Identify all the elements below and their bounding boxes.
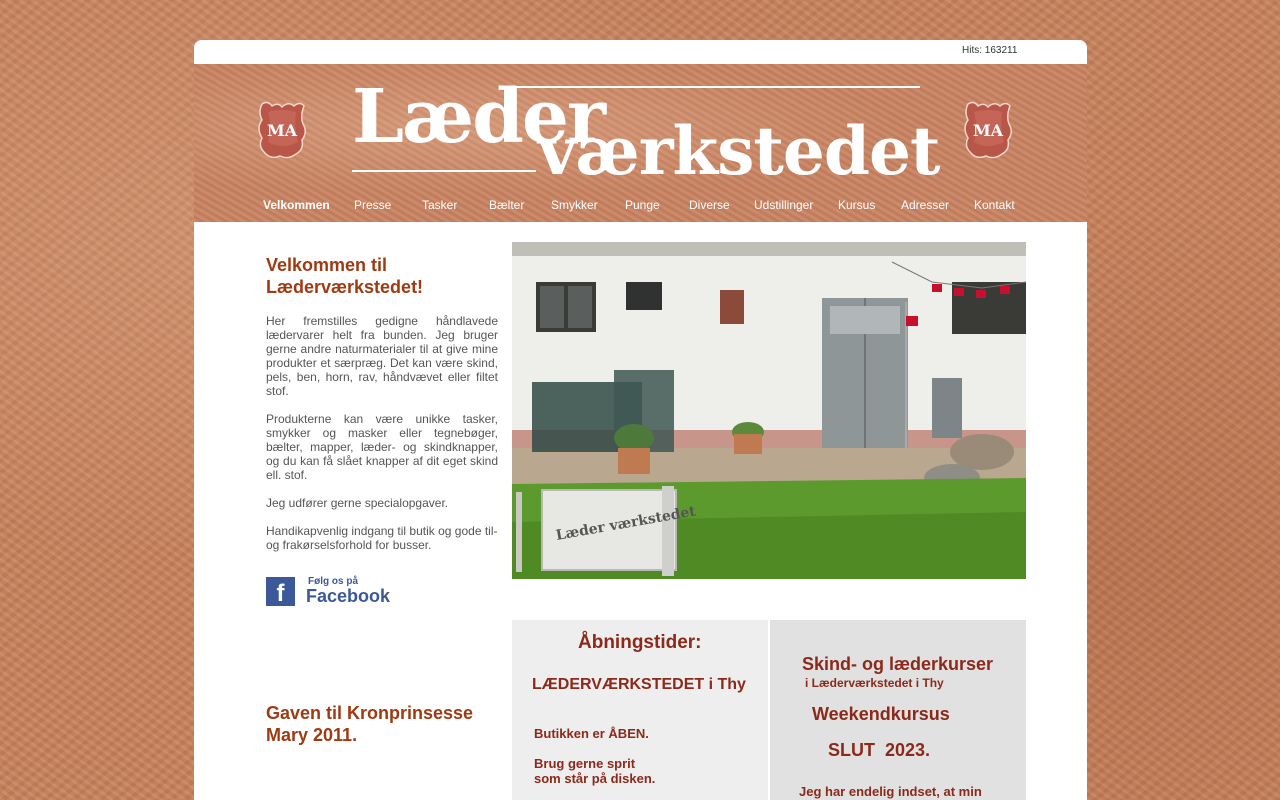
page-container (194, 40, 1087, 800)
workshop-photo (512, 242, 1026, 579)
site-header (194, 64, 1087, 222)
hours-status: Butikken er ÅBEN. (534, 726, 649, 741)
welcome-section (266, 254, 498, 566)
intro-paragraph-1: Her fremstilles gedigne håndlavede lædervarer helt fra bunden. Jeg bruger gerne andre naturmaterialer til at give mine produkter et særpræg. Det kan være skind, pels, ben, horn, rav, håndvævet eller filtet stof. (266, 314, 498, 398)
nav-kontakt[interactable]: Kontakt (974, 198, 1015, 212)
svg-text:MA: MA (972, 121, 1004, 140)
site-title (352, 74, 940, 190)
courses-end: SLUT 2023. (828, 740, 931, 760)
intro-paragraph-2: Produkterne kan være unikke tasker, smykker og masker eller tegnebøger, bælter, mapper, læder- og skindknapper, og du kan få slået knapper af dit eget skind ell. stof. (266, 412, 498, 482)
courses-weekend: Weekendkursus (812, 704, 950, 724)
top-bar (194, 40, 1087, 64)
nav-diverse[interactable]: Diverse (689, 198, 730, 212)
courses-text: Jeg har endelig indset, at min (799, 784, 982, 799)
nav-tasker[interactable]: Tasker (422, 198, 458, 212)
nav-presse[interactable]: Presse (354, 198, 392, 212)
courses-subtitle: i Læderværkstedet i Thy (805, 676, 944, 690)
title-rule-bottom (352, 170, 536, 172)
ma-logo-left[interactable] (254, 98, 310, 160)
nav-baelter[interactable]: Bælter (489, 198, 525, 212)
hours-note-2: som står på disken. (534, 771, 656, 786)
facebook-link[interactable]: f Følg os på Facebook (266, 577, 388, 607)
site-title-line2: værkstedet (538, 112, 940, 190)
intro-paragraph-4: Handikapvenlig indgang til butik og gode til- og frakørselsforhold for busser. (266, 524, 498, 552)
ma-logo-right[interactable] (960, 98, 1016, 160)
intro-paragraph-3: Jeg udfører gerne specialopgaver. (266, 496, 449, 510)
courses-title: Skind- og læderkurser (802, 654, 994, 674)
facebook-follow-text: Følg os på (308, 576, 358, 587)
hours-note-1: Brug gerne sprit (534, 756, 636, 771)
svg-text:MA: MA (266, 121, 298, 140)
nav-udstillinger[interactable]: Udstillinger (754, 198, 814, 212)
courses-box (770, 620, 1026, 800)
nav-adresser[interactable]: Adresser (901, 198, 950, 212)
gift-heading: Gaven til Kronprinsesse Mary 2011. (266, 703, 474, 745)
welcome-heading: Velkommen til Læderværkstedet! (266, 255, 424, 297)
nav-velkommen[interactable]: Velkommen (263, 198, 330, 212)
hours-subtitle: LÆDERVÆRKSTEDET i Thy (532, 676, 746, 693)
nav-kursus[interactable]: Kursus (838, 198, 876, 212)
opening-hours-box (512, 620, 768, 800)
facebook-label: Facebook (306, 586, 391, 606)
hit-counter: Hits: 163211 (962, 45, 1018, 56)
photo-sign-text: Læder værkstedet (554, 503, 697, 544)
site-title-line1: Læder (352, 74, 604, 160)
main-nav (194, 198, 1087, 220)
nav-punge[interactable]: Punge (625, 198, 660, 212)
hours-title: Åbningstider: (578, 632, 702, 653)
nav-smykker[interactable]: Smykker (551, 198, 598, 212)
